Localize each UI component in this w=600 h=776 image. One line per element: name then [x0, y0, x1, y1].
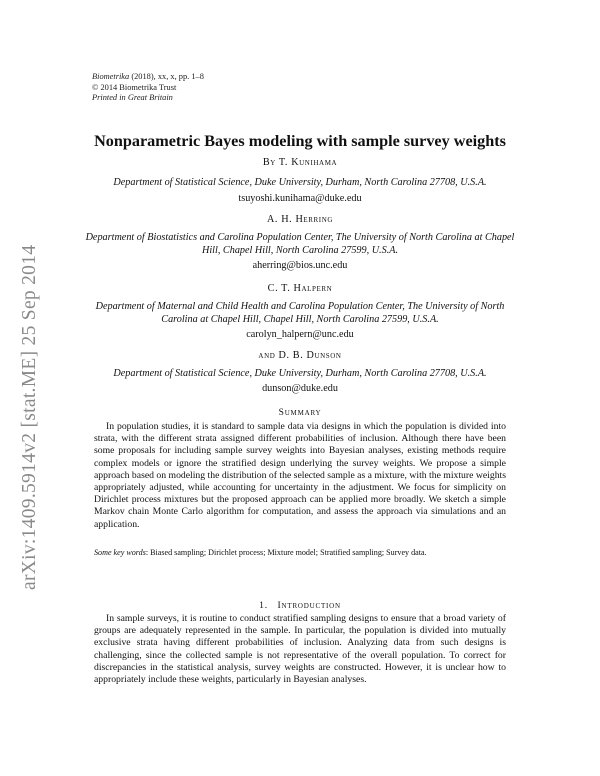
- author-block-3: [80, 283, 520, 341]
- author-email: dunson@duke.edu: [262, 383, 338, 394]
- author-prefix: By: [262, 157, 279, 168]
- author-affiliation: Department of Statistical Science, Duke University, Durham, North Carolina 27708, U.S.A.: [113, 177, 487, 188]
- author-prefix: and: [258, 350, 279, 361]
- arxiv-stamp: arXiv:1409.5914v2 [stat.ME] 25 Sep 2014: [19, 244, 40, 590]
- author-name-text: C. T. Halpern: [267, 283, 333, 294]
- introduction-text: In sample surveys, it is routine to conduct stratified sampling designs to ensure that a broad variety of groups are adequately represented in the sample. In particular, the population is divided into mutually exclusive strata having different probabilities of inclusion. Analyzing data from such designs is challenging, since the collected sample is not representative of the overall population. To correct for discrepancies in the statistical analysis, survey weights are constructed. However, it is unclear how to appropriately include these weights, particularly in Bayesian analyses.: [94, 613, 506, 686]
- author-name-text: D. B. Dunson: [278, 350, 342, 361]
- author-name-text: T. Kunihama: [278, 157, 338, 168]
- paper-title: Nonparametric Bayes modeling with sample survey weights: [94, 132, 506, 150]
- journal-citation-rest: (2018), xx, x, pp. 1–8: [129, 72, 204, 81]
- keywords-text: : Biased sampling; Dirichlet process; Mixture model; Stratified sampling; Survey data.: [145, 548, 427, 557]
- journal-printed: Printed in Great Britain: [92, 93, 173, 103]
- author-name: [80, 157, 520, 169]
- section-heading: [0, 600, 600, 611]
- author-email: aherring@bios.unc.edu: [252, 260, 348, 271]
- author-affiliation: Department of Maternal and Child Health and Carolina Population Center, The University of North Carolina at Chapel Hill, Chapel Hill, North Carolina 27599, U.S.A.: [95, 301, 505, 325]
- journal-copyright: © 2014 Biometrika Trust: [92, 82, 177, 92]
- summary-heading: Summary: [278, 408, 322, 418]
- journal-header: [92, 72, 204, 104]
- author-affiliation: Department of Biostatistics and Carolina Population Center, The University of North Carolina at Chapel Hill, Chapel Hill, North Carolina 27599, U.S.A.: [85, 232, 515, 256]
- journal-name: Biometrika: [92, 72, 130, 81]
- summary-text: In population studies, it is standard to sample data via designs in which the population is divided into strata, with the different strata assigned different probabilities of inclusion. Although there have been some proposals for including sample survey weights into Bayesian analyses, existing methods require complex models or ignore the stratified design underlying the survey weights. We propose a simple approach based on modeling the distribution of the selected sample as a mixture, with the mixture weights appropriately adjusted, while accounting for uncertainty in the adjustment. We focus for simplicity on Dirichlet process mixtures but the proposed approach can be applied more broadly. We sketch a simple Markov chain Monte Carlo algorithm for computation, and assess the approach via simulations and an application.: [94, 421, 506, 530]
- section-number: 1.: [259, 600, 268, 611]
- author-name: [80, 350, 520, 362]
- author-block-1: [80, 157, 520, 205]
- author-block-4: [80, 350, 520, 395]
- author-name: [80, 283, 520, 295]
- author-name: [80, 214, 520, 226]
- author-email: tsuyoshi.kunihama@duke.edu: [238, 193, 362, 204]
- author-block-2: [80, 214, 520, 272]
- journal-citation: [92, 72, 204, 83]
- section-title: Introduction: [277, 600, 341, 611]
- author-name-text: A. H. Herring: [266, 214, 334, 225]
- author-email: carolyn_halpern@unc.edu: [246, 329, 354, 340]
- keywords: [94, 548, 514, 558]
- keywords-label: Some key words: [94, 548, 146, 557]
- author-affiliation: Department of Statistical Science, Duke University, Durham, North Carolina 27708, U.S.A.: [113, 368, 487, 379]
